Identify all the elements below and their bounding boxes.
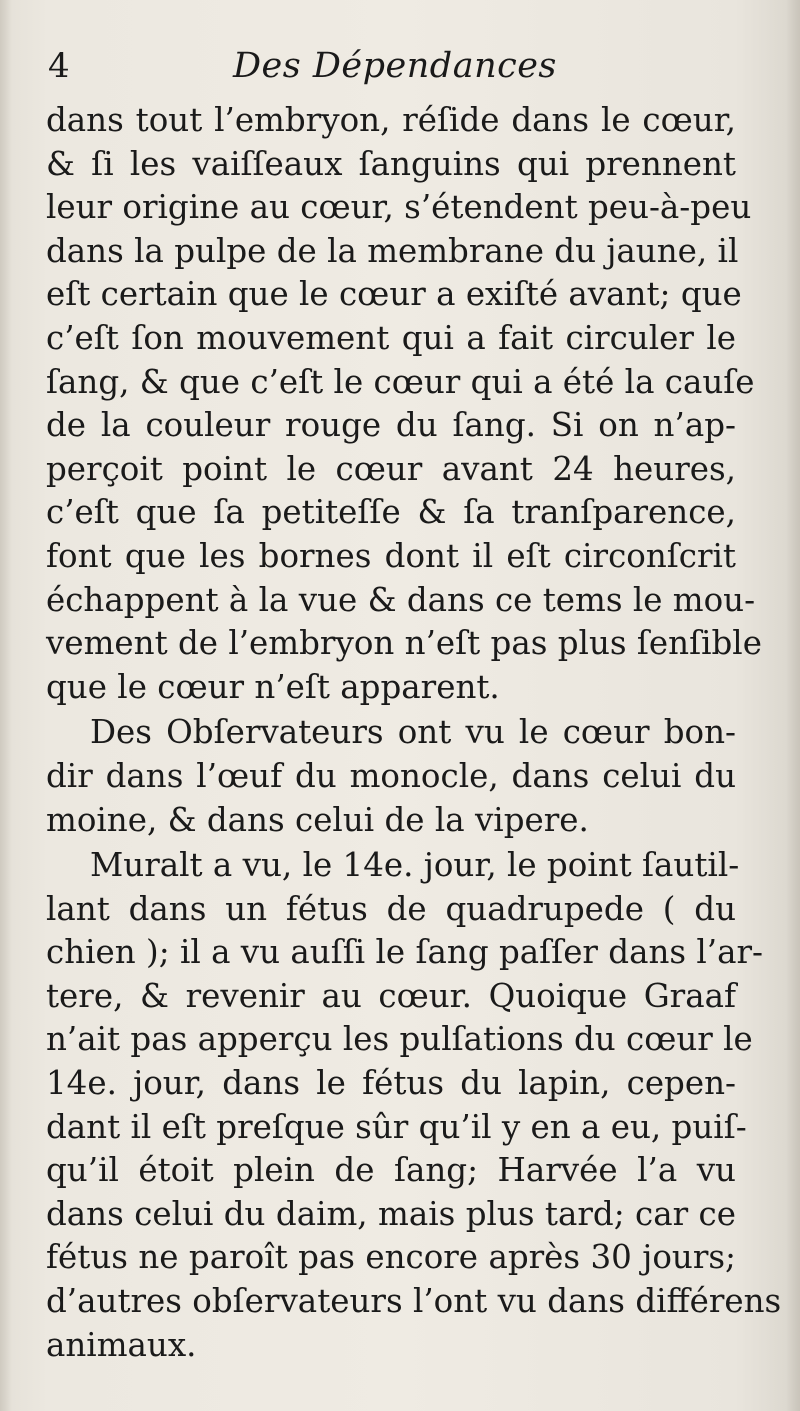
text-line: moine, & dans celui de la vipere. [46, 800, 589, 839]
text-line: Des Obſervateurs ont vu le cœur bon- [90, 713, 736, 752]
text-line: leur origine au cœur, s’étendent peu-à-peu [46, 188, 752, 227]
text-line: dans la pulpe de la membrane du jaune, il [46, 231, 739, 270]
text-line: qu’il étoit plein de ſang; Harvée l’a vu [46, 1151, 736, 1190]
text-line: d’autres obſervateurs l’ont vu dans différens [46, 1282, 782, 1321]
text-line: 14e. jour, dans le fétus du lapin, cepen- [46, 1064, 736, 1103]
page-edge-shadow-right [786, 0, 800, 1411]
text-line: fétus ne paroît pas encore après 30 jours; [46, 1238, 736, 1277]
page-number: 4 [48, 46, 70, 86]
text-line: tere, & revenir au cœur. Quoique Graaf [46, 976, 736, 1015]
text-line: font que les bornes dont il eſt circonſcrit [46, 536, 736, 575]
text-line: dant il eſt preſque sûr qu’il y en a eu, puiſ- [46, 1107, 747, 1146]
text-line: dir dans l’œuf du monocle, dans celui du [46, 756, 736, 795]
text-line: ſang, & que c’eſt le cœur qui a été la cauſe [46, 362, 755, 401]
text-line: n’ait pas apperçu les pulſations du cœur le [46, 1020, 753, 1059]
page-edge-shadow-left [0, 0, 12, 1411]
text-line: lant dans un fétus de quadrupede ( du [46, 889, 736, 928]
text-line: que le cœur n’eſt apparent. [46, 667, 500, 706]
text-line: de la couleur rouge du ſang. Si on n’ap- [46, 406, 736, 445]
body-text [46, 99, 782, 1367]
text-line: c’eſt que ſa petiteſſe & ſa tranſparence, [46, 493, 736, 532]
text-line: eſt certain que le cœur a exiſté avant; que [46, 275, 742, 314]
text-line: c’eſt ſon mouvement qui a fait circuler le [46, 318, 736, 357]
text-line: vement de l’embryon n’eſt pas plus ſenſible [46, 624, 762, 663]
running-head [48, 40, 738, 88]
text-line: chien ); il a vu auſſi le ſang paſſer dans l’ar- [46, 933, 764, 972]
text-line: dans celui du daim, mais plus tard; car ce [46, 1194, 736, 1233]
text-line: animaux. [46, 1325, 197, 1364]
text-line: perçoit point le cœur avant 24 heures, [46, 449, 736, 488]
text-line: échappent à la vue & dans ce tems le mou- [46, 580, 756, 619]
running-title: Des Dépendances [233, 46, 557, 86]
text-line: dans tout l’embryon, réſide dans le cœur, [46, 101, 736, 139]
text-line: Muralt a vu, le 14e. jour, le point ſautil- [90, 846, 740, 885]
text-line: & ſi les vaiſſeaux ſanguins qui prennent [46, 144, 736, 183]
